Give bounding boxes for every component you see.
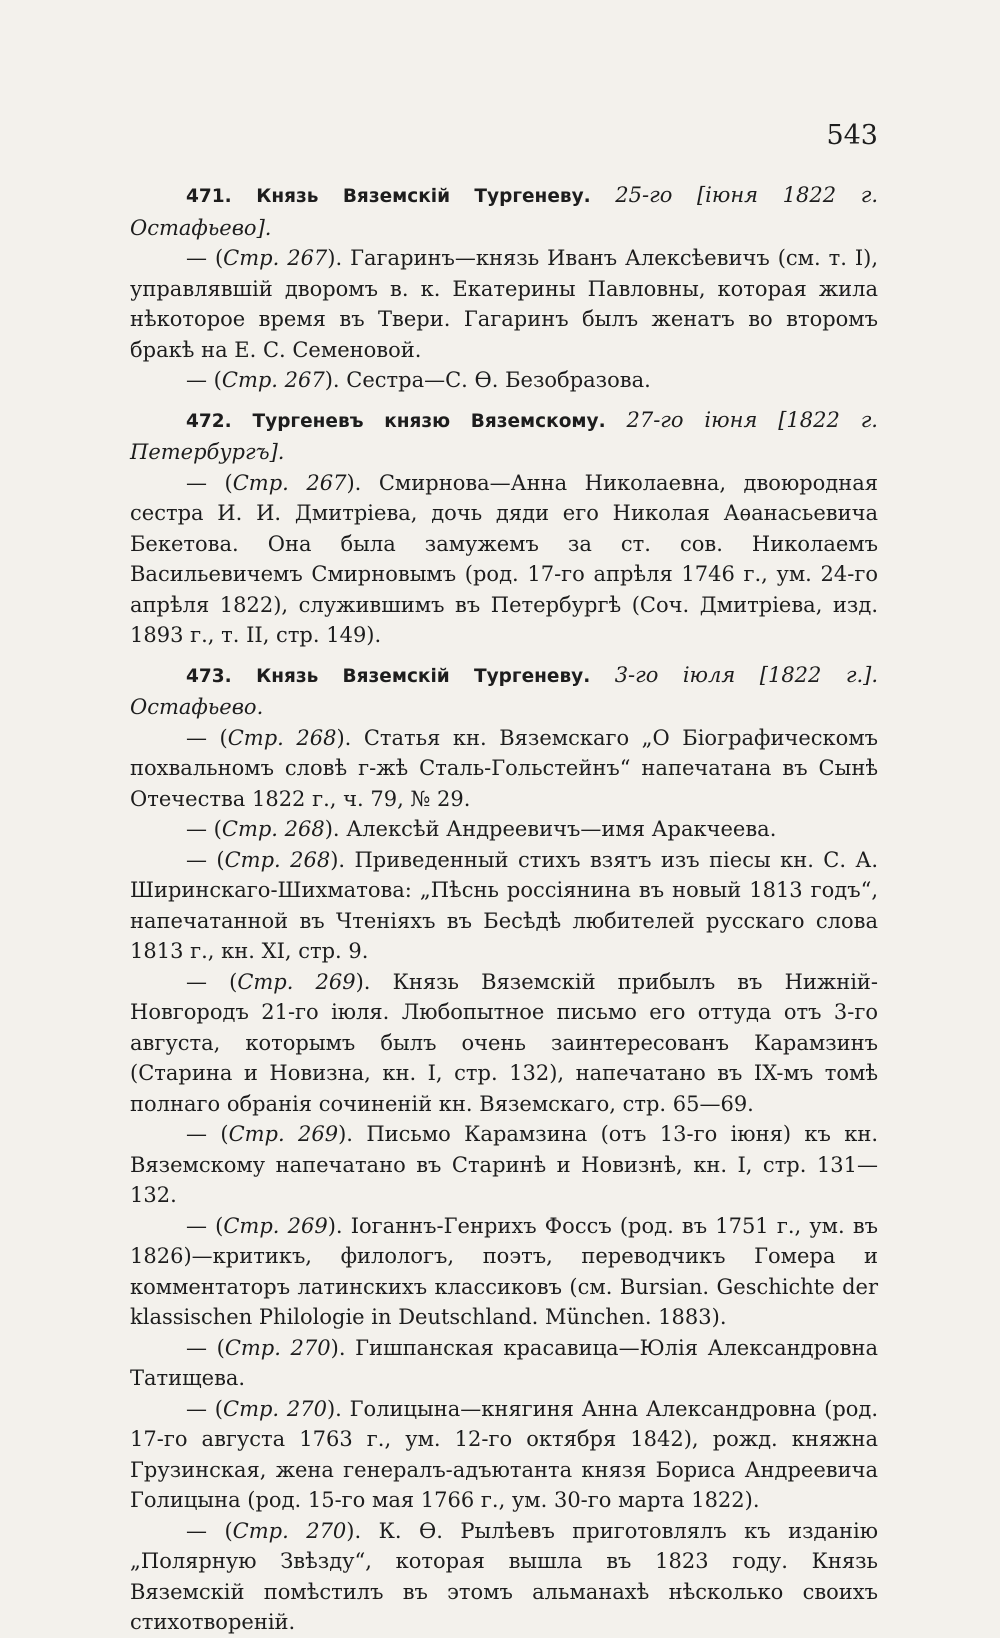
page-number: 543 <box>826 120 878 151</box>
note-text: Статья кн. Вяземскаго „О Біографическомъ похвальномъ словѣ г-жѣ Сталь-Гольстейнъ“ напечатана въ Сынѣ Отечества 1822 г., ч. 79, № 29. <box>130 725 879 811</box>
page-content <box>130 180 878 1638</box>
entry-header <box>130 180 878 243</box>
entry-number: 472. <box>186 410 232 432</box>
entry-number: 471. <box>186 186 232 207</box>
commentary-note: — (Стр. 269). Князь Вяземскій прибылъ въ Нижній-Новгородъ 21-го іюля. Любопытное письмо его оттуда отъ 3-го августа, которымъ былъ очень заинтересованъ Карамзинъ (Старина и Новизна, кн. I, стр. 132), напечатано въ IX-мъ томѣ полнаго обранія сочиненій кн. Вяземскаго, стр. 65—69. <box>130 969 879 1116</box>
page-reference: Стр. 267 <box>223 246 328 270</box>
commentary-note: — (Стр. 269). Письмо Карамзина (отъ 13-го іюня) къ кн. Вяземскому напечатано въ Старинѣ и Новизнѣ, кн. I, стр. 131—132. <box>130 1122 879 1207</box>
entry-title: Князь Вяземскій Тургеневу. <box>256 186 591 207</box>
note-text: Гагаринъ—князь Иванъ Алексѣевичъ (см. т. I), управлявшій дворомъ в. к. Екатерины Павловны, которая жила нѣкоторое время въ Твери. Гагаринъ былъ женатъ во второмъ бракѣ на Е. С. Семеновой. <box>130 246 879 362</box>
commentary-note: — (Стр. 267). Гагаринъ—князь Иванъ Алексѣевичъ (см. т. I), управлявшій дворомъ в. к. Екатерины Павловны, которая жила нѣкоторое время въ Твери. Гагаринъ былъ женатъ во второмъ бракѣ на Е. С. Семеновой. <box>130 246 879 362</box>
note-text: Смирнова—Анна Николаевна, двоюродная сестра И. И. Дмитріева, дочь дяди его Николая Аѳанасьевича Бекетова. Она была замужемъ за ст. сов. Николаемъ Васильевичемъ Смирновымъ (род. 17-го апрѣля 1746 г., ум. 24-го апрѣля 1822), служившимъ въ Петербургѣ (Соч. Дмитріева, изд. 1893 г., т. II, стр. 149). <box>130 470 879 647</box>
entry-date: 25-го [іюня 1822 г. Остафьево]. <box>130 183 878 240</box>
entry-date: 3-го іюля [1822 г.]. Остафьево. <box>130 662 878 719</box>
commentary-note: — (Стр. 268). Алексѣй Андреевичъ—имя Аракчеева. <box>186 817 777 841</box>
page-reference: Стр. 267 <box>232 470 347 495</box>
entry-header <box>130 660 878 723</box>
page-reference: Стр. 269 <box>223 1213 328 1238</box>
commentary-note: — (Стр. 267). Смирнова—Анна Николаевна, двоюродная сестра И. И. Дмитріева, дочь дяди его Николая Аѳанасьевича Бекетова. Она была замужемъ за ст. сов. Николаемъ Васильевичемъ Смирновымъ (род. 17-го апрѣля 1746 г., ум. 24-го апрѣля 1822), служившимъ въ Петербургѣ (Соч. Дмитріева, изд. 1893 г., т. II, стр. 149). <box>130 470 879 647</box>
note-text: Князь Вяземскій прибылъ въ Нижній-Новгородъ 21-го іюля. Любопытное письмо его оттуда отъ 3-го августа, которымъ былъ очень заинтересованъ Карамзинъ (Старина и Новизна, кн. I, стр. 132), напечатано въ IX-мъ томѣ полнаго обранія сочиненій кн. Вяземскаго, стр. 65—69. <box>130 969 879 1116</box>
page-reference: Стр. 270 <box>224 1335 331 1360</box>
commentary-note: — (Стр. 270). К. Ѳ. Рылѣевъ приготовлялъ къ изданію „Полярную Звѣзду“, которая вышла въ 1823 году. Князь Вяземскій помѣстилъ въ этомъ альманахѣ нѣсколько своихъ стихотвореній. <box>130 1518 879 1634</box>
note-text: К. Ѳ. Рылѣевъ приготовлялъ къ изданію „Полярную Звѣзду“, которая вышла въ 1823 году. Князь Вяземскій помѣстилъ въ этомъ альманахѣ нѣсколько своихъ стихотвореній. <box>130 1518 879 1634</box>
page-reference: Стр. 267 <box>221 368 325 392</box>
page-reference: Стр. 269 <box>237 969 356 994</box>
page-reference: Стр. 270 <box>223 1396 327 1421</box>
entry-number: 473. <box>186 665 232 687</box>
commentary-note: — (Стр. 269). Іоганнъ-Генрихъ Фоссъ (род. въ 1751 г., ум. въ 1826)—критикъ, филологъ, поэтъ, переводчикъ Гомера и комментаторъ латинскихъ классиковъ (см. Bursian. Geschichte der klassischen Philologie in Deutschland. München. 1883). <box>130 1213 879 1329</box>
page-reference: Стр. 268 <box>227 725 337 750</box>
note-text: Алексѣй Андреевичъ—имя Аракчеева. <box>346 817 777 841</box>
entry-title: Тургеневъ князю Вяземскому. <box>252 410 606 432</box>
note-text: Письмо Карамзина (отъ 13-го іюня) къ кн. Вяземскому напечатано въ Старинѣ и Новизнѣ, кн. I, стр. 131—132. <box>130 1122 879 1207</box>
note-text: Приведенный стихъ взятъ изъ піесы кн. С. А. Ширинскаго-Шихматова: „Пѣснь россіянина въ новый 1813 годъ“, напечатанной въ Чтеніяхъ въ Бесѣдѣ любителей русскаго слова 1813 г., кн. XI, стр. 9. <box>130 847 879 963</box>
commentary-note: — (Стр. 267). Сестра—С. Ѳ. Безобразова. <box>186 368 651 392</box>
commentary-note: — (Стр. 270). Гишпанская красавица—Юлія Александровна Татищева. <box>130 1335 878 1390</box>
page-reference: Стр. 268 <box>224 847 331 872</box>
page-reference: Стр. 268 <box>221 817 325 841</box>
note-text: Іоганнъ-Генрихъ Фоссъ (род. въ 1751 г., ум. въ 1826)—критикъ, филологъ, поэтъ, переводчикъ Гомера и комментаторъ латинскихъ классиковъ (см. Bursian. Geschichte der klassischen Philologie in Deutschland. München. 1883). <box>130 1213 879 1329</box>
entry-title: Князь Вяземскій Тургеневу. <box>256 665 591 687</box>
entry-header <box>130 405 878 468</box>
commentary-note: — (Стр. 268). Приведенный стихъ взятъ изъ піесы кн. С. А. Ширинскаго-Шихматова: „Пѣснь россіянина въ новый 1813 годъ“, напечатанной въ Чтеніяхъ въ Бесѣдѣ любителей русскаго слова 1813 г., кн. XI, стр. 9. <box>130 847 879 963</box>
entry-date: 27-го іюня [1822 г. Петербургъ]. <box>130 407 878 464</box>
commentary-note: — (Стр. 270). Голицына—княгиня Анна Александровна (род. 17-го августа 1763 г., ум. 12-го октября 1842), рожд. княжна Грузинская, жена генералъ-адъютанта князя Бориса Андреевича Голицына (род. 15-го мая 1766 г., ум. 30-го марта 1822). <box>130 1396 879 1512</box>
note-text: Гишпанская красавица—Юлія Александровна Татищева. <box>130 1335 878 1390</box>
commentary-note: — (Стр. 268). Статья кн. Вяземскаго „О Біографическомъ похвальномъ словѣ г-жѣ Сталь-Гольстейнъ“ напечатана въ Сынѣ Отечества 1822 г., ч. 79, № 29. <box>130 725 879 811</box>
page-reference: Стр. 269 <box>228 1122 339 1146</box>
page-reference: Стр. 270 <box>232 1518 347 1543</box>
note-text: Сестра—С. Ѳ. Безобразова. <box>346 368 651 392</box>
note-text: Голицына—княгиня Анна Александровна (род. 17-го августа 1763 г., ум. 12-го октября 1842), рожд. княжна Грузинская, жена генералъ-адъютанта князя Бориса Андреевича Голицына (род. 15-го мая 1766 г., ум. 30-го марта 1822). <box>130 1396 879 1512</box>
